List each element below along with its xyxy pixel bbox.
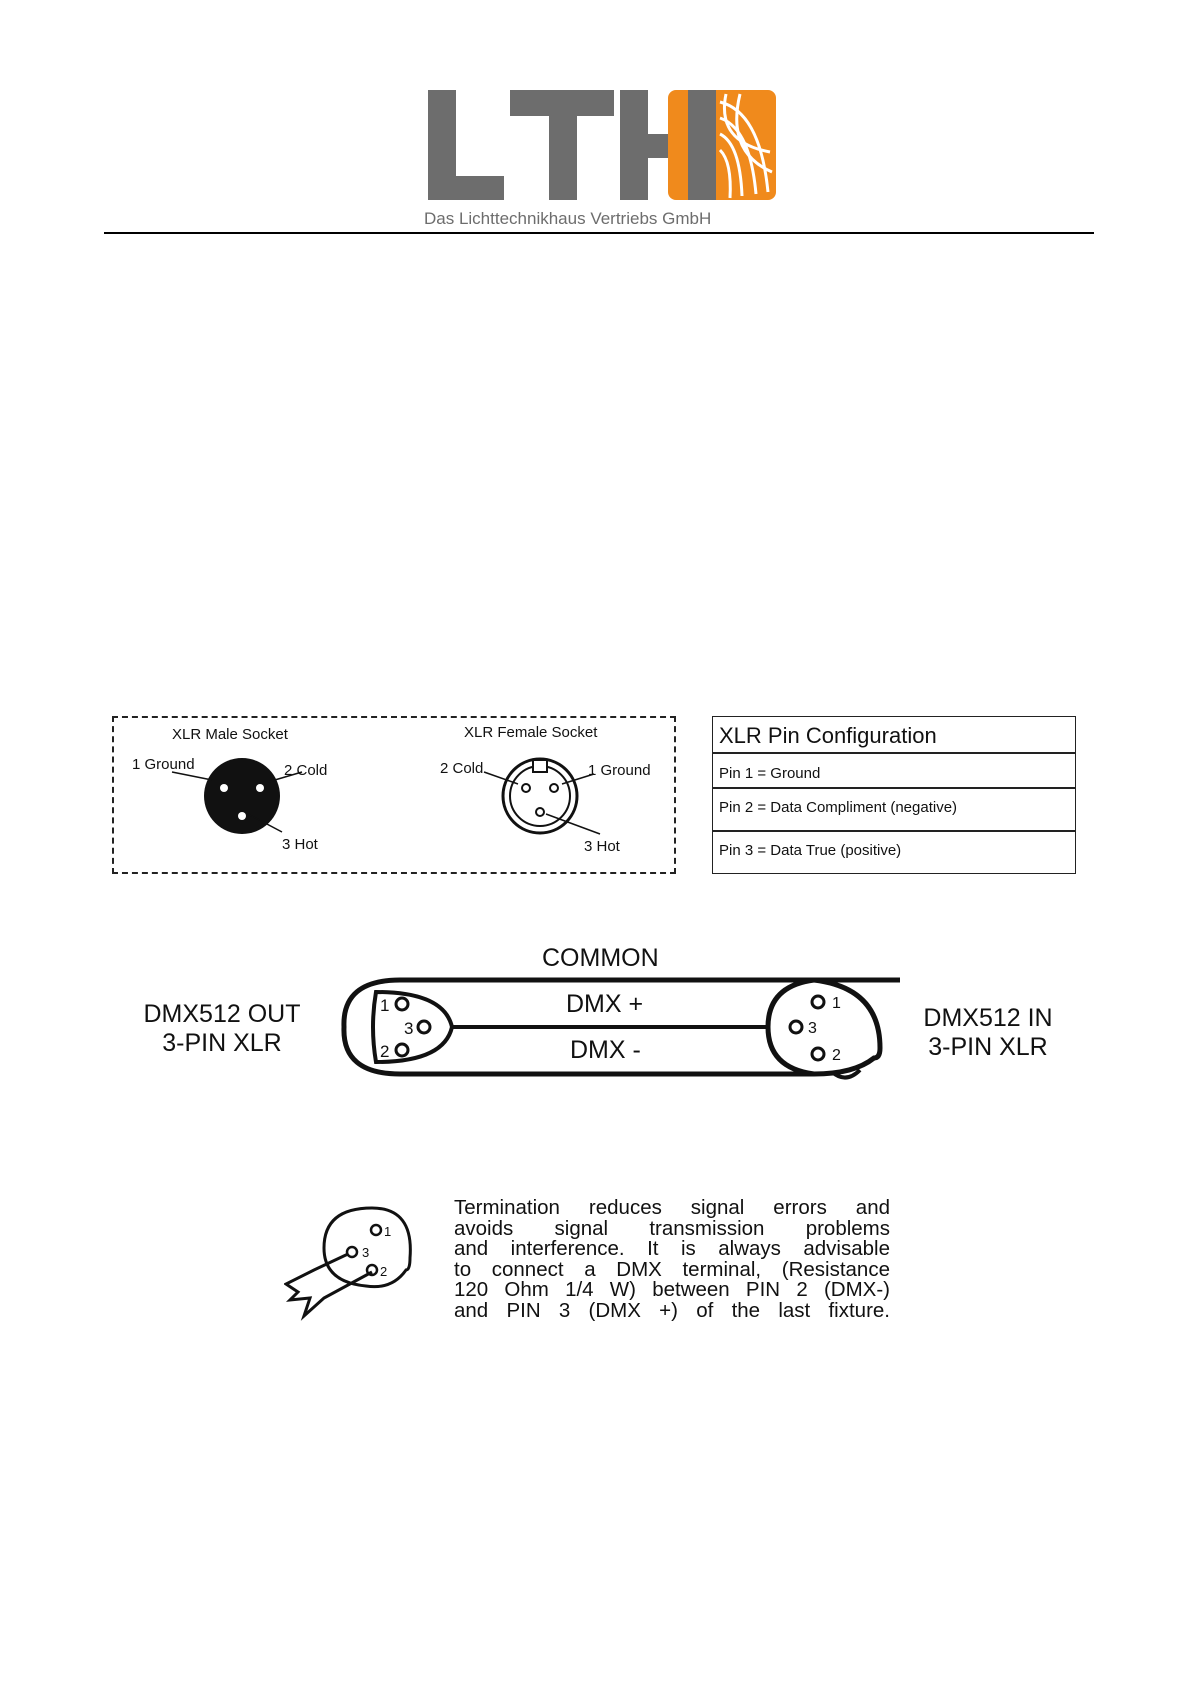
dmx-in-line1: DMX512 IN	[923, 1004, 1053, 1032]
dmx-in-line2: 3-PIN XLR	[928, 1033, 1048, 1061]
lth-logo	[420, 82, 780, 232]
in-pin-label: 3	[808, 1020, 817, 1037]
female-socket-title: XLR Female Socket	[464, 724, 598, 741]
termination-text	[454, 1198, 890, 1321]
termination-line: and PIN 3 (DMX +) of the last fixture.	[454, 1298, 890, 1322]
male-pin3-label: 3 Hot	[282, 836, 318, 853]
common-label: COMMON	[542, 944, 659, 972]
pin-config-table	[712, 716, 1076, 874]
termination-line: 120 Ohm 1/4 W) between PIN 2 (DMX-)	[454, 1278, 890, 1301]
out-pin-label: 2	[380, 1042, 390, 1061]
male-pin1-label: 1 Ground	[132, 756, 195, 773]
pin-config-row: Pin 3 = Data True (positive)	[719, 842, 902, 859]
table-divider	[713, 787, 1075, 789]
female-pin3-label: 3 Hot	[584, 838, 620, 855]
dmx-out-label	[122, 1000, 322, 1058]
dmx-out-line1: DMX512 OUT	[143, 1000, 301, 1028]
pin-config-title: XLR Pin Configuration	[719, 723, 937, 748]
pin-config-row: Pin 2 = Data Compliment (negative)	[719, 799, 958, 816]
termination-line: to connect a DMX terminal, (Resistance	[454, 1257, 890, 1281]
dmx-minus-label: DMX -	[570, 1036, 641, 1064]
dmx-in-label	[898, 1004, 1078, 1062]
xlr-female-socket-icon	[484, 759, 600, 834]
out-pin-label: 3	[404, 1019, 414, 1038]
dmx-plus-label: DMX +	[566, 990, 644, 1018]
in-pin-label: 2	[832, 1047, 841, 1064]
male-pin2-label: 2 Cold	[284, 762, 328, 779]
dmx-terminator-icon	[284, 1200, 434, 1324]
female-pin2-label: 2 Cold	[440, 760, 484, 777]
male-socket-title: XLR Male Socket	[172, 726, 288, 743]
term-pin-label: 3	[362, 1245, 370, 1260]
logo-subtitle: Das Lichttechnikhaus Vertriebs GmbH	[424, 209, 712, 228]
term-pin-label: 2	[380, 1264, 388, 1279]
header-divider	[104, 232, 1094, 234]
termination-line: and interference. It is always advisable	[454, 1237, 890, 1260]
xlr-male-socket-icon	[172, 758, 302, 834]
out-pin-label: 1	[380, 996, 390, 1015]
table-divider	[713, 830, 1075, 832]
pin-config-row: Pin 1 = Ground	[719, 765, 821, 782]
termination-line: avoids signal transmission problems	[454, 1216, 890, 1240]
term-pin-label: 1	[384, 1224, 392, 1239]
female-pin1-label: 1 Ground	[588, 762, 651, 779]
termination-line: Termination reduces signal errors and	[454, 1196, 890, 1219]
dmx-out-line2: 3-PIN XLR	[162, 1029, 282, 1057]
company-logo	[420, 82, 780, 232]
in-pin-label: 1	[832, 995, 841, 1012]
table-divider	[713, 752, 1075, 754]
